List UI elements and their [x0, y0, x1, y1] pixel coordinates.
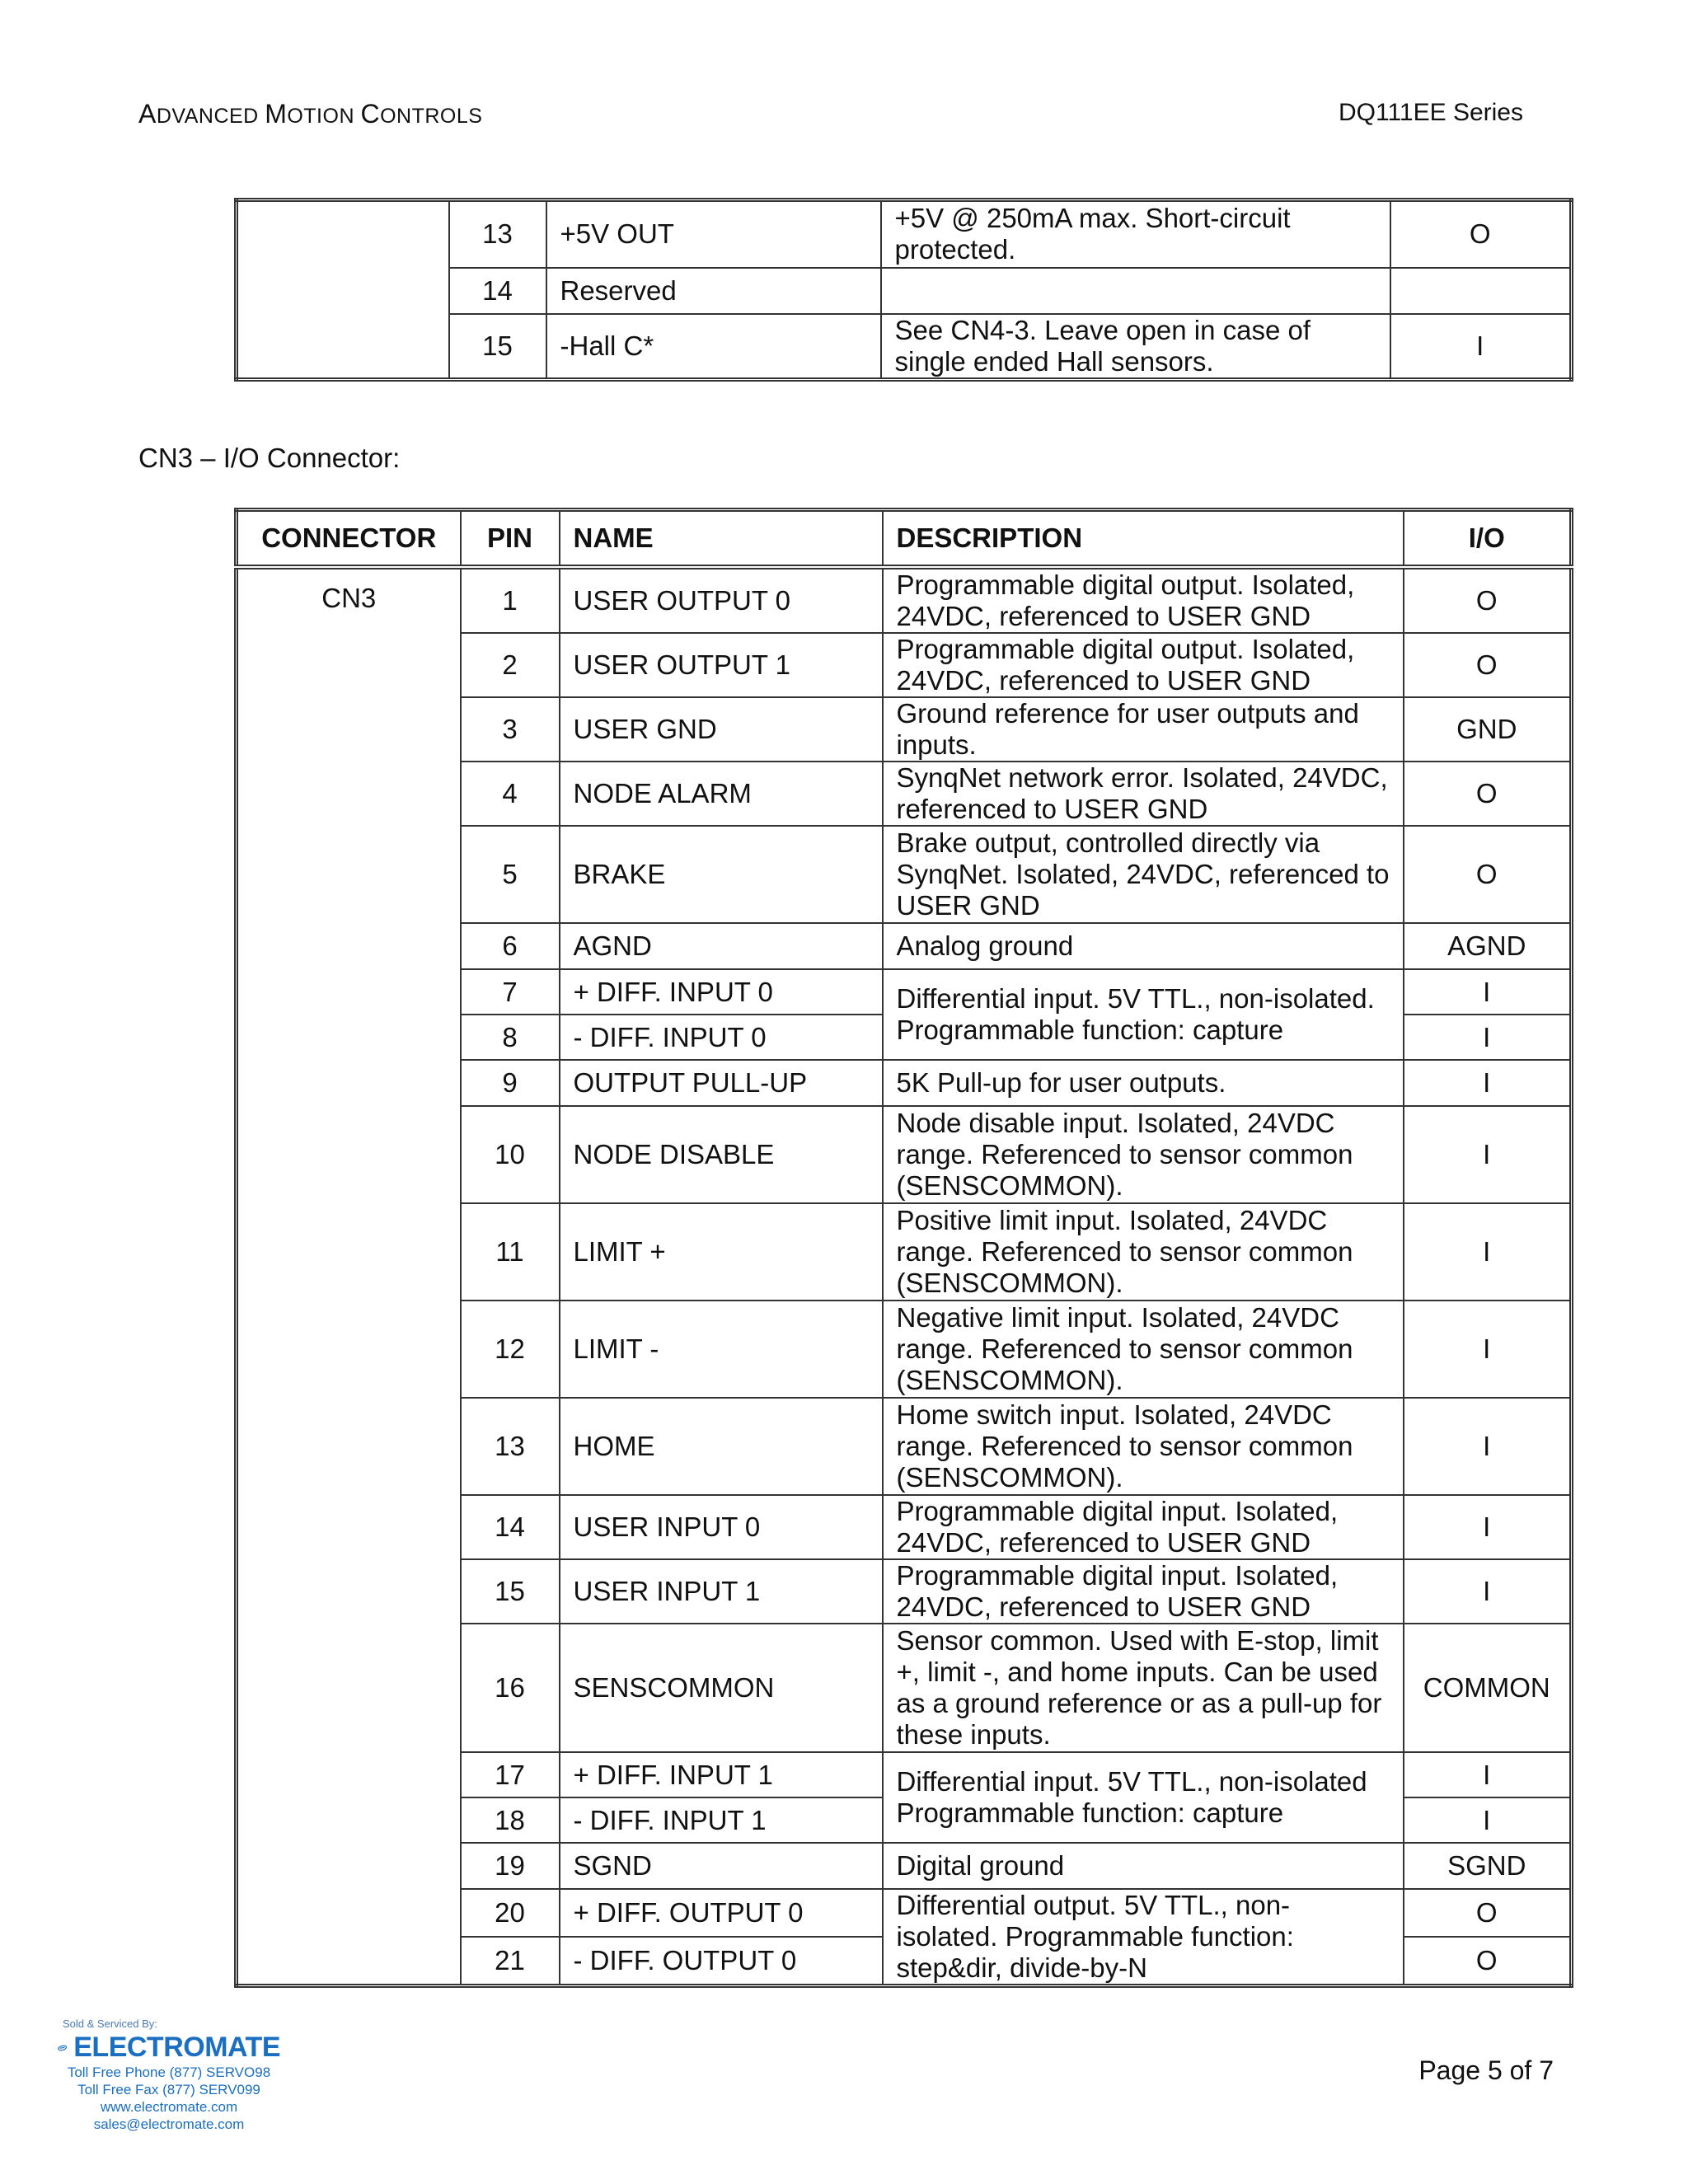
contact-phone: Toll Free Phone (877) SERVO98	[67, 2064, 271, 2080]
io-cell: O	[1390, 200, 1572, 268]
series-title: DQ111EE Series	[1339, 99, 1523, 126]
io-cell: I	[1404, 1752, 1572, 1797]
io-cell: O	[1404, 762, 1572, 826]
name-cell: Reserved	[546, 268, 881, 314]
name-cell: USER INPUT 0	[560, 1495, 883, 1559]
name-cell: - DIFF. INPUT 0	[560, 1015, 883, 1060]
description-cell: Analog ground	[883, 923, 1404, 969]
company-name-part: DVANCED	[156, 105, 265, 128]
io-cell: I	[1404, 969, 1572, 1015]
company-name-part: A	[138, 99, 157, 129]
pin-cell: 15	[449, 314, 546, 380]
pin-cell: 11	[461, 1203, 560, 1301]
name-cell: USER INPUT 1	[560, 1559, 883, 1624]
pin-cell: 9	[461, 1060, 560, 1106]
table-header-row	[237, 510, 1572, 568]
name-cell: SGND	[560, 1843, 883, 1889]
name-cell: + DIFF. INPUT 0	[560, 969, 883, 1015]
io-cell	[1390, 268, 1572, 314]
description-cell: Ground reference for user outputs and inputs.	[883, 697, 1404, 762]
name-cell: +5V OUT	[546, 200, 881, 268]
name-cell: USER OUTPUT 0	[560, 567, 883, 633]
description-cell: Differential input. 5V TTL., non-isolated Programmable function: capture	[883, 1752, 1404, 1843]
description-cell: Sensor common. Used with E-stop, limit +, limit -, and home inputs. Can be used as a ground reference or as a pull-up for these inputs.	[883, 1624, 1404, 1752]
io-cell: AGND	[1404, 923, 1572, 969]
description-cell: See CN4-3. Leave open in case of single ended Hall sensors.	[881, 314, 1390, 380]
pin-cell: 7	[461, 969, 560, 1015]
section-heading: CN3 – I/O Connector:	[138, 443, 401, 473]
name-cell: LIMIT +	[560, 1203, 883, 1301]
company-name-part: ONTROLS	[380, 105, 483, 128]
header-description: DESCRIPTION	[883, 510, 1404, 568]
brand-row	[58, 2032, 280, 2064]
description-cell: Positive limit input. Isolated, 24VDC range. Referenced to sensor common (SENSCOMMON).	[883, 1203, 1404, 1301]
description-cell: Programmable digital input. Isolated, 24VDC, referenced to USER GND	[883, 1495, 1404, 1559]
description-cell: +5V @ 250mA max. Short-circuit protected.	[881, 200, 1390, 268]
io-cell: GND	[1404, 697, 1572, 762]
name-cell: NODE DISABLE	[560, 1106, 883, 1203]
pin-cell: 14	[449, 268, 546, 314]
table-row	[237, 200, 1572, 268]
name-cell: AGND	[560, 923, 883, 969]
company-name-part: OTION	[287, 105, 361, 128]
name-cell: -Hall C*	[546, 314, 881, 380]
cn3-pin-table	[234, 508, 1573, 1988]
header-pin: PIN	[461, 510, 560, 568]
name-cell: SENSCOMMON	[560, 1624, 883, 1752]
description-cell: Home switch input. Isolated, 24VDC range. Referenced to sensor common (SENSCOMMON).	[883, 1398, 1404, 1495]
description-cell: Digital ground	[883, 1843, 1404, 1889]
electromate-logo-icon	[58, 2035, 67, 2061]
pin-cell: 18	[461, 1797, 560, 1843]
header-io: I/O	[1404, 510, 1572, 568]
description-cell: Differential input. 5V TTL., non-isolated. Programmable function: capture	[883, 969, 1404, 1060]
pin-cell: 13	[449, 200, 546, 268]
io-cell: I	[1404, 1398, 1572, 1495]
io-cell: O	[1404, 567, 1572, 633]
description-cell	[881, 268, 1390, 314]
pin-cell: 1	[461, 567, 560, 633]
pin-cell: 19	[461, 1843, 560, 1889]
pin-cell: 14	[461, 1495, 560, 1559]
table-row	[237, 567, 1572, 633]
description-cell: Negative limit input. Isolated, 24VDC range. Referenced to sensor common (SENSCOMMON).	[883, 1301, 1404, 1398]
contact-email[interactable]: sales@electromate.com	[93, 2116, 245, 2132]
io-cell: SGND	[1404, 1843, 1572, 1889]
continuation-pin-table	[234, 198, 1573, 382]
pin-cell: 16	[461, 1624, 560, 1752]
name-cell: + DIFF. INPUT 1	[560, 1752, 883, 1797]
io-cell: I	[1404, 1495, 1572, 1559]
name-cell: - DIFF. INPUT 1	[560, 1797, 883, 1843]
pin-cell: 4	[461, 762, 560, 826]
description-cell: SynqNet network error. Isolated, 24VDC, referenced to USER GND	[883, 762, 1404, 826]
sold-by-label: Sold & Serviced By:	[63, 2018, 157, 2030]
pin-cell: 6	[461, 923, 560, 969]
company-name-part: C	[360, 99, 381, 129]
io-cell: I	[1404, 1797, 1572, 1843]
company-name-part: M	[265, 99, 288, 129]
pin-cell: 5	[461, 826, 560, 923]
pin-cell: 13	[461, 1398, 560, 1495]
io-cell: I	[1404, 1301, 1572, 1398]
pin-cell: 8	[461, 1015, 560, 1060]
io-cell: I	[1404, 1559, 1572, 1624]
pin-cell: 12	[461, 1301, 560, 1398]
io-cell: I	[1404, 1203, 1572, 1301]
brand-name: ELECTROMATE	[73, 2032, 280, 2063]
pin-cell: 10	[461, 1106, 560, 1203]
page-number: Page 5 of 7	[1418, 2055, 1554, 2085]
name-cell: LIMIT -	[560, 1301, 883, 1398]
io-cell: I	[1404, 1106, 1572, 1203]
io-cell: COMMON	[1404, 1624, 1572, 1752]
contact-fax: Toll Free Fax (877) SERV099	[77, 2082, 260, 2097]
name-cell: + DIFF. OUTPUT 0	[560, 1889, 883, 1937]
description-cell: 5K Pull-up for user outputs.	[883, 1060, 1404, 1106]
pin-cell: 17	[461, 1752, 560, 1797]
electromate-logo	[58, 2018, 280, 2133]
description-cell: Programmable digital output. Isolated, 24VDC, referenced to USER GND	[883, 633, 1404, 697]
name-cell: HOME	[560, 1398, 883, 1495]
description-cell: Node disable input. Isolated, 24VDC range. Referenced to sensor common (SENSCOMMON).	[883, 1106, 1404, 1203]
header-name: NAME	[560, 510, 883, 568]
name-cell: - DIFF. OUTPUT 0	[560, 1937, 883, 1986]
connector-cell	[237, 200, 449, 380]
pin-cell: 20	[461, 1889, 560, 1937]
io-cell: O	[1404, 1937, 1572, 1986]
pin-cell: 2	[461, 633, 560, 697]
pin-cell: 21	[461, 1937, 560, 1986]
io-cell: O	[1404, 826, 1572, 923]
name-cell: BRAKE	[560, 826, 883, 923]
name-cell: NODE ALARM	[560, 762, 883, 826]
description-cell: Programmable digital output. Isolated, 24VDC, referenced to USER GND	[883, 567, 1404, 633]
io-cell: O	[1404, 1889, 1572, 1937]
company-name	[138, 99, 482, 129]
name-cell: USER OUTPUT 1	[560, 633, 883, 697]
pin-cell: 3	[461, 697, 560, 762]
io-cell: I	[1390, 314, 1572, 380]
pin-cell: 15	[461, 1559, 560, 1624]
description-cell: Brake output, controlled directly via SynqNet. Isolated, 24VDC, referenced to USER GND	[883, 826, 1404, 923]
name-cell: OUTPUT PULL-UP	[560, 1060, 883, 1106]
description-cell: Differential output. 5V TTL., non-isolated. Programmable function: step&dir, divide-by-N	[883, 1889, 1404, 1986]
connector-cell: CN3	[237, 567, 461, 1986]
io-cell: O	[1404, 633, 1572, 697]
io-cell: I	[1404, 1060, 1572, 1106]
io-cell: I	[1404, 1015, 1572, 1060]
contact-website[interactable]: www.electromate.com	[100, 2099, 238, 2115]
name-cell: USER GND	[560, 697, 883, 762]
description-cell: Programmable digital input. Isolated, 24VDC, referenced to USER GND	[883, 1559, 1404, 1624]
header-connector: CONNECTOR	[237, 510, 461, 568]
